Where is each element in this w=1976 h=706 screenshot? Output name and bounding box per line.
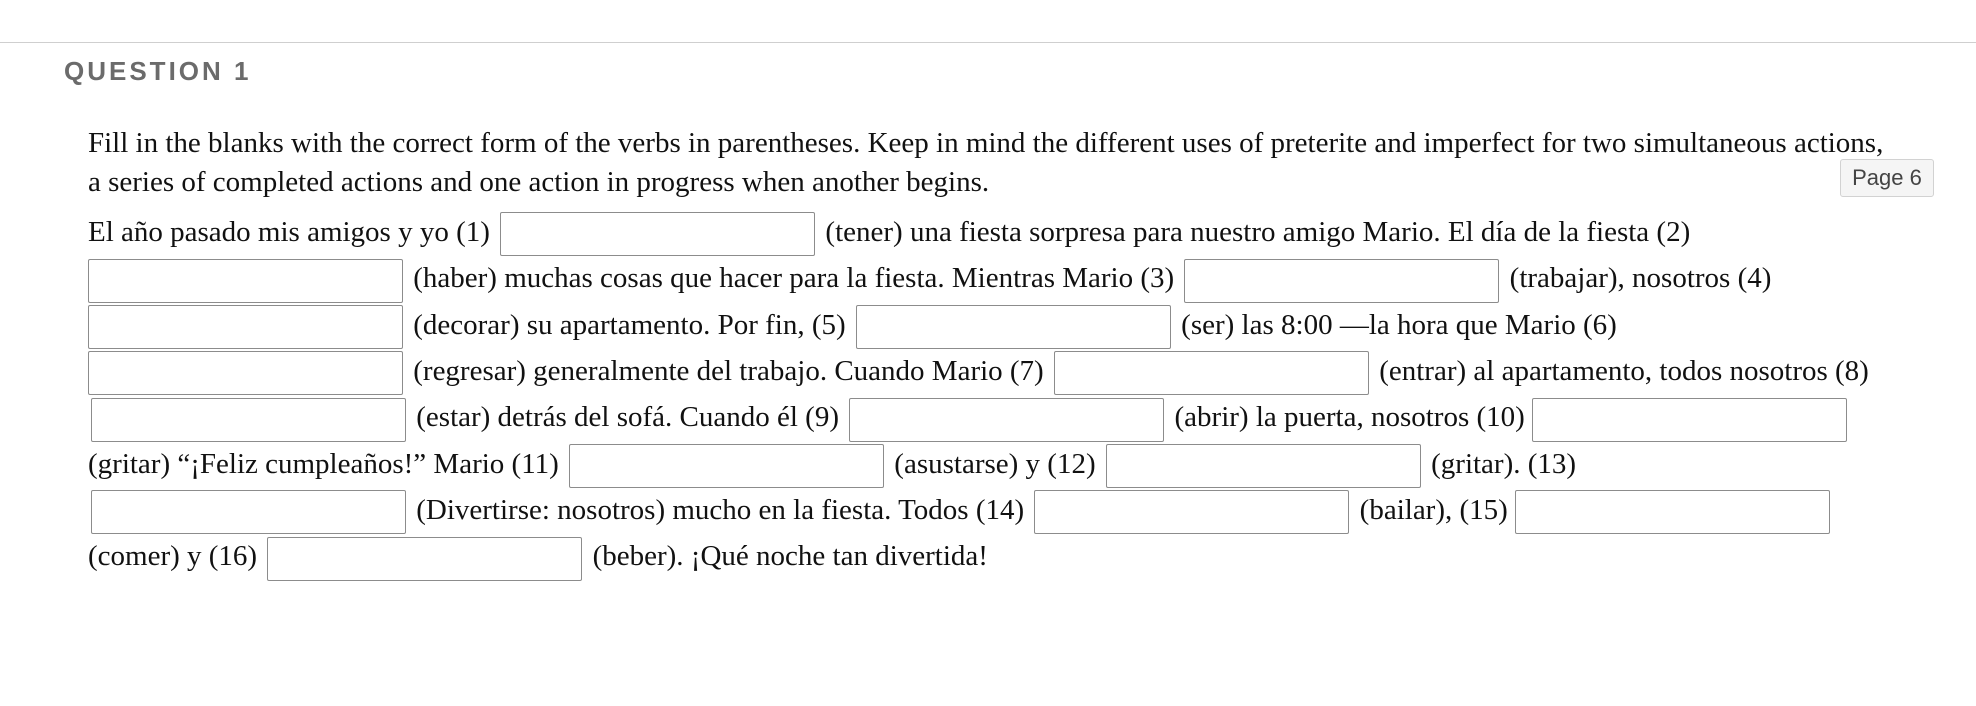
passage-text: (comer) y (16) (88, 540, 258, 573)
blank-input-13[interactable] (91, 490, 406, 534)
question-content (88, 124, 1888, 581)
blank-input-3[interactable] (1184, 259, 1499, 303)
passage-text: (estar) detrás del sofá. Cuando él (9) (416, 401, 840, 434)
blank-input-5[interactable] (856, 305, 1171, 349)
instructions-text: Fill in the blanks with the correct form of the verbs in parentheses. Keep in mind the different uses of preterite and imperfect for two simultaneous actions, a series of completed actions and one action in progress when another begins. (88, 127, 1884, 198)
top-divider (0, 42, 1976, 43)
blank-input-2[interactable] (88, 259, 403, 303)
passage-text: (bailar), (15) (1359, 494, 1508, 527)
blank-input-9[interactable] (849, 398, 1164, 442)
blank-input-15[interactable] (1515, 490, 1830, 534)
blank-input-6[interactable] (88, 351, 403, 395)
passage-text: (trabajar), nosotros (4) (1509, 262, 1772, 295)
passage-text: (Divertirse: nosotros) mucho en la fiesta. Todos (14) (416, 494, 1025, 527)
cloze-passage (88, 210, 1888, 581)
blank-input-8[interactable] (91, 398, 406, 442)
passage-text: (ser) las 8:00 —la hora que Mario (6) (1181, 308, 1617, 341)
passage-text: (regresar) generalmente del trabajo. Cuando Mario (7) (413, 355, 1044, 388)
passage-text: (gritar). (13) (1431, 447, 1577, 480)
passage-text: (haber) muchas cosas que hacer para la fiesta. Mientras Mario (3) (413, 262, 1175, 295)
passage-text: (decorar) su apartamento. Por fin, (5) (413, 308, 846, 341)
passage-text: (beber). ¡Qué noche tan divertida! (592, 540, 988, 573)
blank-input-7[interactable] (1054, 351, 1369, 395)
passage-text: (gritar) “¡Feliz cumpleaños!” Mario (11) (88, 447, 559, 480)
passage-text: (asustarse) y (12) (894, 447, 1096, 480)
passage-text: El año pasado mis amigos y yo (1) (88, 216, 490, 248)
blank-input-4[interactable] (88, 305, 403, 349)
question-heading: QUESTION 1 (64, 56, 252, 86)
blank-input-14[interactable] (1034, 490, 1349, 534)
blank-input-16[interactable] (267, 537, 582, 581)
passage-text: (abrir) la puerta, nosotros (10) (1174, 401, 1525, 434)
blank-input-11[interactable] (569, 444, 884, 488)
passage-text: (entrar) al apartamento, todos nosotros (8) (1379, 355, 1869, 388)
page-badge: Page 6 (1840, 159, 1934, 197)
blank-input-10[interactable] (1532, 398, 1847, 442)
passage-text: (tener) una fiesta sorpresa para nuestro amigo Mario. El día de la fiesta (2) (825, 216, 1691, 248)
blank-input-1[interactable] (500, 212, 815, 256)
blank-input-12[interactable] (1106, 444, 1421, 488)
